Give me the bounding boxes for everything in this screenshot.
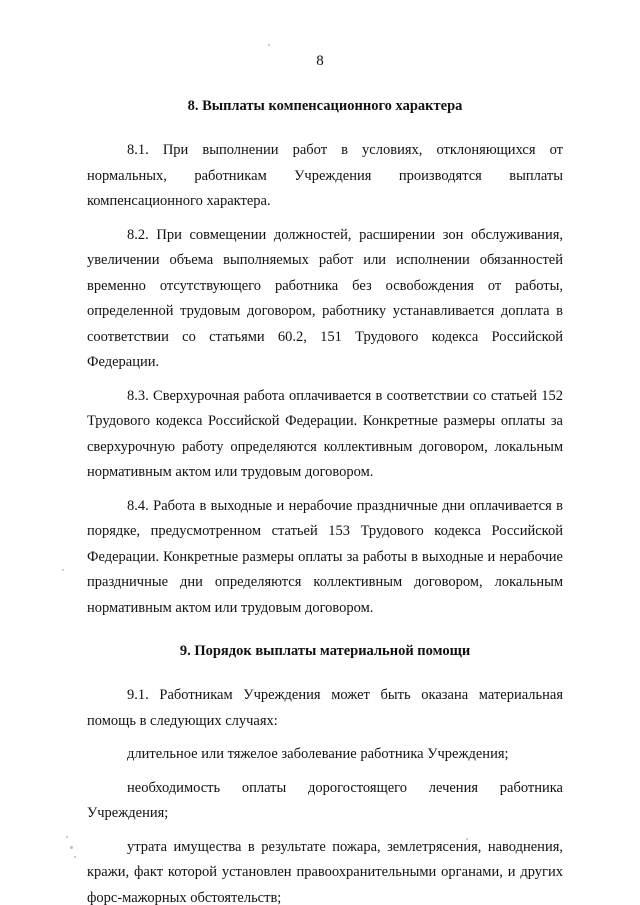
scan-speck	[66, 836, 68, 838]
paragraph-8-2: 8.2. При совмещении должностей, расширении зон обслуживания, увеличении объема выполняемых работ или исполнении обязанностей временно отсутствующего работника без освобождения от работы, определенной трудовым договором, работнику устанавливается доплата в соответствии со статьями 60.2, 151 Трудового кодекса Российской Федерации.	[87, 226, 563, 370]
paragraph-8-4: 8.4. Работа в выходные и нерабочие праздничные дни оплачивается в порядке, предусмотренном статьей 153 Трудового кодекса Российской Федерации. Конкретные размеры оплаты за работы в выходные и нерабочие праздничные дни определяются коллективным договором, локальным нормативным актом или трудовым договором.	[87, 497, 563, 616]
list-item-treatment: необходимость оплаты дорогостоящего лечения работника Учреждения;	[87, 779, 563, 821]
paragraph-8-3: 8.3. Сверхурочная работа оплачивается в соответствии со статьей 152 Трудового кодекса Российской Федерации. Конкретные размеры оплаты за сверхурочную работу определяются коллективным договором, локальным нормативным актом или трудовым договором.	[87, 387, 563, 480]
list-item-illness: длительное или тяжелое заболевание работника Учреждения;	[127, 746, 509, 762]
paragraph-9-1: 9.1. Работникам Учреждения может быть оказана материальная помощь в следующих случаях:	[87, 687, 563, 729]
section-9-title: 9. Порядок выплаты материальной помощи	[179, 643, 471, 659]
page-number: 8	[316, 53, 324, 69]
list-item-property-loss: утрата имущества в результате пожара, землетрясения, наводнения, кражи, факт которой установлен правоохранительными органами, и других форс-мажорных обстоятельств;	[87, 838, 563, 905]
scan-speck	[62, 569, 64, 571]
scan-speck	[74, 856, 76, 858]
scan-speck	[70, 846, 73, 849]
section-8-title: 8. Выплаты компенсационного характера	[187, 98, 463, 114]
paragraph-8-1: 8.1. При выполнении работ в условиях, отклоняющихся от нормальных, работникам Учреждения производятся выплаты компенсационного характера.	[87, 142, 563, 209]
scan-speck	[268, 44, 270, 46]
document-body	[87, 96, 563, 905]
